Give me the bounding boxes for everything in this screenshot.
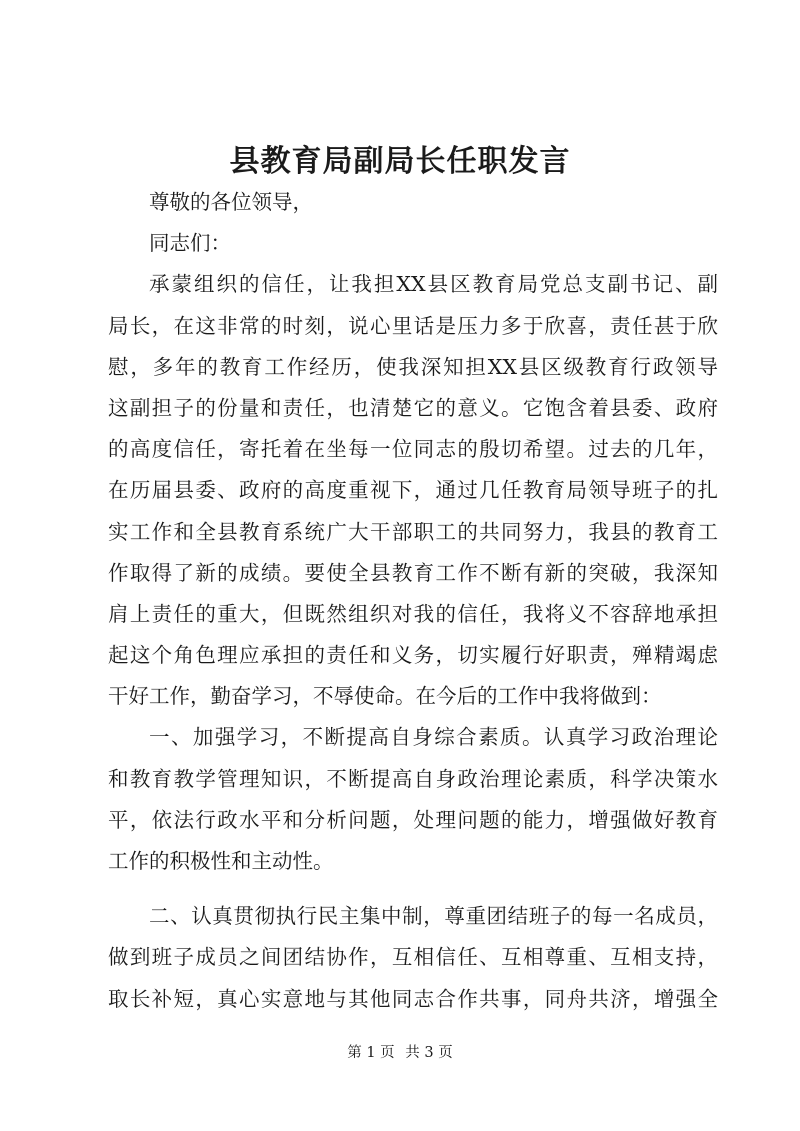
page-number: 第 1 页 bbox=[347, 1045, 395, 1061]
paragraph-line: 一、加强学习，不断提高自身综合素质。认真学习政治理论 bbox=[149, 725, 718, 750]
paragraph-line: 干好工作，勤奋学习，不辱使命。在今后的工作中我将做到： bbox=[108, 684, 662, 709]
paragraph-line: 做到班子成员之间团结协作，互相信任、互相尊重、互相支持， bbox=[108, 945, 718, 970]
paragraph-line: 实工作和全县教育系统广大干部职工的共同努力，我县的教育工 bbox=[108, 519, 718, 544]
paragraph-line: 局长，在这非常的时刻，说心里话是压力多于欣喜，责任甚于欣 bbox=[108, 313, 718, 338]
paragraph-line: 工作的积极性和主动性。 bbox=[108, 849, 334, 873]
paragraph-spacer bbox=[108, 882, 718, 896]
document-body bbox=[108, 182, 718, 1020]
paragraph-line: 取长补短，真心实意地与其他同志合作共事，同舟共济，增强全 bbox=[108, 986, 718, 1011]
paragraph-line: 承蒙组织的信任，让我担XX县区教育局党总支副书记、副 bbox=[149, 272, 718, 297]
paragraph-line: 慰，多年的教育工作经历，使我深知担XX县区级教育行政领导 bbox=[108, 354, 718, 379]
paragraph-line: 平，依法行政水平和分析问题，处理问题的能力，增强做好教育 bbox=[108, 807, 718, 832]
paragraph-line: 和教育教学管理知识，不断提高自身政治理论素质，科学决策水 bbox=[108, 766, 718, 791]
paragraph-line: 肩上责任的重大，但既然组织对我的信任，我将义不容辞地承担 bbox=[108, 601, 718, 626]
page-footer bbox=[0, 1043, 800, 1063]
paragraph-line: 在历届县委、政府的高度重视下，通过几任教育局领导班子的扎 bbox=[108, 478, 718, 503]
page-title: 县教育局副局长任职发言 bbox=[229, 144, 571, 179]
paragraph-line: 的高度信任，寄托着在坐每一位同志的殷切希望。过去的几年， bbox=[108, 437, 718, 462]
page-total: 共 3 页 bbox=[405, 1045, 453, 1061]
salutation-line: 同志们： bbox=[149, 231, 231, 256]
paragraph-line: 二、认真贯彻执行民主集中制，尊重团结班子的每一名成员， bbox=[149, 904, 718, 929]
paragraph-line: 作取得了新的成绩。要使全县教育工作不断有新的突破，我深知 bbox=[108, 560, 718, 585]
salutation-line: 尊敬的各位领导， bbox=[149, 190, 313, 214]
paragraph-line: 起这个角色理应承担的责任和义务，切实履行好职责，殚精竭虑 bbox=[108, 643, 718, 668]
paragraph-line: 这副担子的份量和责任，也清楚它的意义。它饱含着县委、政府 bbox=[108, 395, 718, 420]
